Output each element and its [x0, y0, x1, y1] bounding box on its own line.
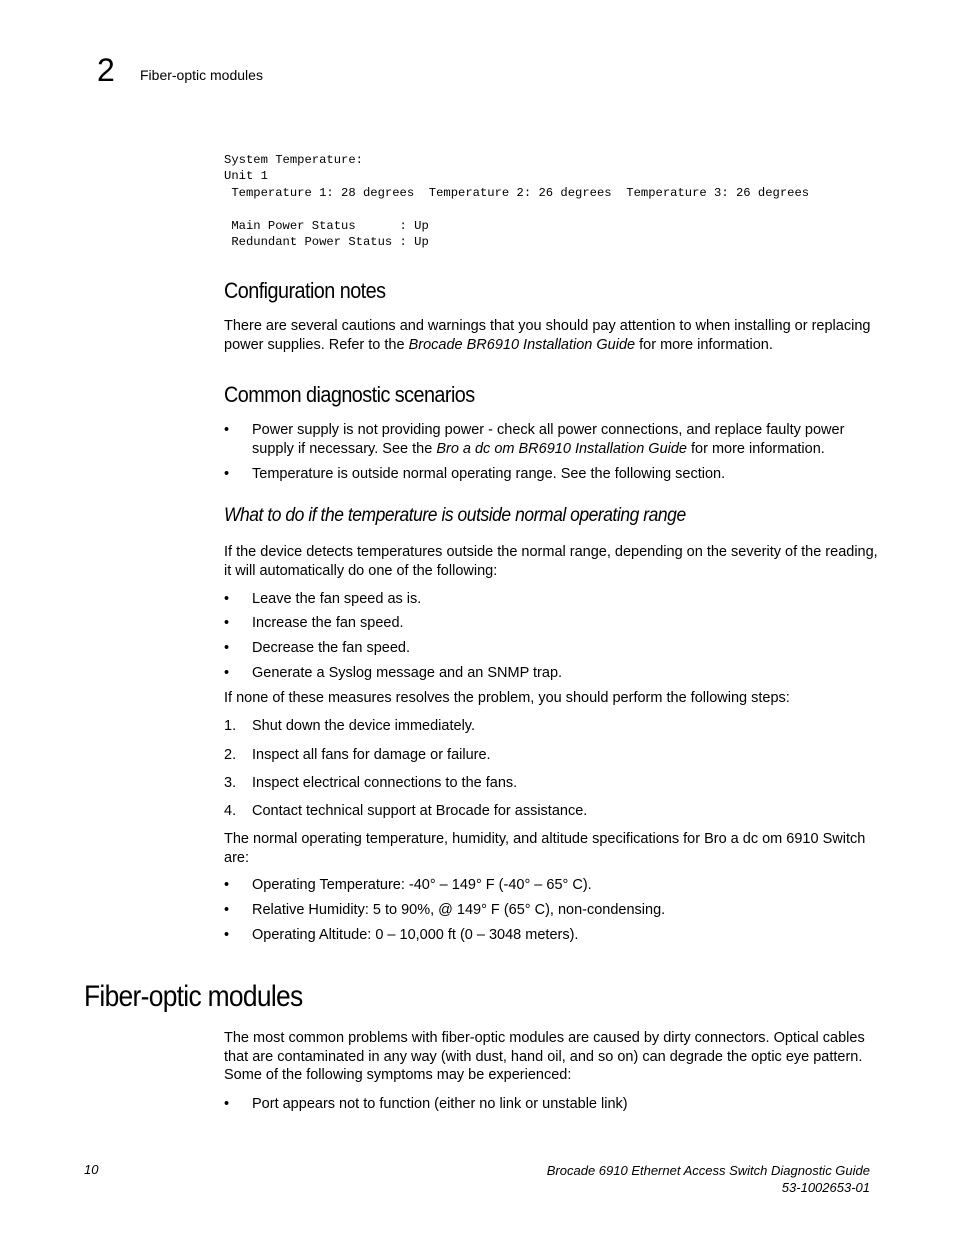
step-number: 1.: [224, 718, 237, 734]
list-item-text: Decrease the fan speed.: [252, 640, 410, 656]
subsection-heading-temperature: What to do if the temperature is outside normal operating range: [224, 505, 686, 526]
list-item-text: Port appears not to function (either no link or unstable link): [252, 1096, 628, 1112]
text: for more information.: [635, 336, 773, 353]
numbered-item-text: Shut down the device immediately.: [252, 718, 475, 734]
section-heading-fiber-optic-modules: Fiber-optic modules: [84, 980, 303, 1013]
list-item-text: Increase the fan speed.: [252, 615, 404, 631]
bullet-mark: •: [224, 422, 230, 438]
footer-doc-title: Brocade 6910 Ethernet Access Switch Diagnostic Guide: [546, 1163, 870, 1178]
step-number: 2.: [224, 747, 237, 763]
paragraph-fiber-intro: The most common problems with fiber-optic modules are caused by dirty connectors. Optical cables that are contaminated in any way (with dust, hand oil, and so on) can degrade the optic eye pattern. Some of the following symptoms may be experienced:: [224, 1030, 865, 1083]
footer-doc-id: 53-1002653-01: [781, 1180, 870, 1195]
list-item-text: Operating Altitude: 0 – 10,000 ft (0 – 3048 meters).: [252, 927, 579, 943]
bullet-mark: •: [224, 665, 230, 681]
footer-doc-info: [547, 1162, 870, 1196]
paragraph-configuration-notes: [224, 317, 884, 354]
step-number: 3.: [224, 775, 237, 791]
bullet-mark: •: [224, 615, 230, 631]
bullet-mark: •: [224, 902, 230, 918]
list-item-text: Relative Humidity: 5 to 90%, @ 149° F (65° C), non-condensing.: [252, 902, 666, 918]
list-item-text: Temperature is outside normal operating range. See the following section.: [252, 466, 726, 482]
list-item-text: Power supply is not providing power - check all power connections, and replace faulty power supply if necessary. See the Bro a dc om BR6910 Installation Guide for more information.: [252, 422, 845, 457]
guide-title: Brocade BR6910 Installation Guide: [408, 336, 636, 353]
chapter-number: 2: [97, 52, 115, 88]
code-block: System Temperature: Unit 1 Temperature 1: 28 degrees Temperature 2: 26 degrees Temperature 3: 26 degrees Main Power Status : Up Redundant Power Status : Up: [224, 153, 810, 250]
paragraph-steps-intro: If none of these measures resolves the problem, you should perform the following steps:: [224, 690, 790, 706]
running-header-title: Fiber-optic modules: [140, 67, 263, 83]
bullet-mark: •: [224, 927, 230, 943]
bullet-mark: •: [224, 466, 230, 482]
numbered-item-text: Contact technical support at Brocade for assistance.: [252, 803, 588, 819]
bullet-mark: •: [224, 877, 230, 893]
paragraph-temperature-intro: If the device detects temperatures outside the normal range, depending on the severity of the reading, it will automatically do one of the following:: [224, 544, 878, 579]
section-heading-common-diagnostic-scenarios: Common diagnostic scenarios: [224, 382, 475, 407]
bullet-mark: •: [224, 1096, 230, 1112]
section-heading-configuration-notes: Configuration notes: [224, 278, 386, 303]
page-number: 10: [84, 1162, 99, 1177]
step-number: 4.: [224, 803, 237, 819]
list-item-text: Leave the fan speed as is.: [252, 591, 422, 607]
bullet-mark: •: [224, 640, 230, 656]
numbered-item-text: Inspect all fans for damage or failure.: [252, 747, 491, 763]
text: There are several cautions and warnings that you should pay attention to when installing or replacing power supplies. Refer to the: [224, 318, 871, 353]
list-item-text: Operating Temperature: -40° – 149° F (-40° – 65° C).: [252, 877, 592, 893]
numbered-item-text: Inspect electrical connections to the fans.: [252, 775, 518, 791]
paragraph-specs-intro: The normal operating temperature, humidity, and altitude specifications for Bro a dc om 6910 Switch are:: [224, 831, 866, 866]
list-item-text: Generate a Syslog message and an SNMP trap.: [252, 665, 563, 681]
bullet-mark: •: [224, 591, 230, 607]
